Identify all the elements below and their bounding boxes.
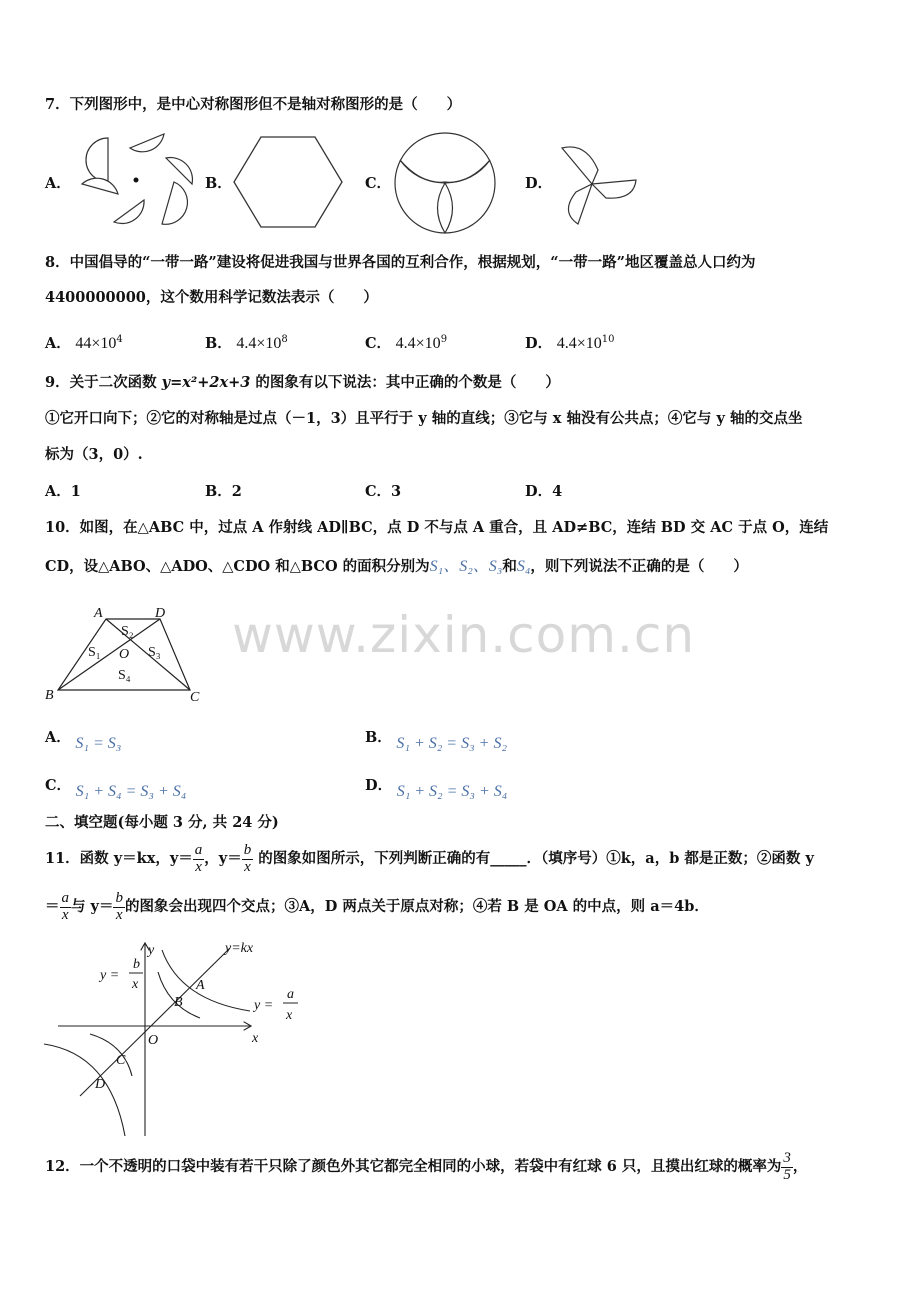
q10-line1: 10．如图，在△ABC 中，过点 A 作射线 AD∥BC，点 D 不与点 A 重合，且 AD≠BC，连结 BD 交 AC 于点 O，连结 [45,519,829,536]
q9-option-c-label: C． [365,483,392,500]
q9-stem [45,376,560,391]
label-s3: S₃ [148,645,161,660]
q10-option-c [45,777,187,800]
q11-line2 [45,888,709,926]
q8-option-a-label: A． [45,334,71,352]
label-c: C [190,690,200,705]
graph-point-a: A [196,978,205,993]
label-a: A [94,606,103,621]
section-title: 二、填空题(每小题 3 分, 共 24 分) [45,814,279,831]
q10-option-c-expr: S₁ + S₄ = S₃ + S₄ [75,783,187,800]
q9-option-b-label: B． [205,483,232,500]
q11-frac1-den: x [195,858,202,875]
label-b: B [45,688,54,703]
graph-b-den: x [132,977,139,992]
q11-frac4 [113,891,125,924]
label-s4: S₄ [118,668,131,683]
q7-stem: 7．下列图形中，是中心对称图形但不是轴对称图形的是（ ） [45,96,462,113]
graph-point-c: C [116,1053,126,1068]
q11-frac3 [60,891,72,924]
circle-arcs-figure [392,130,498,236]
q10-option-d-label: D． [365,777,393,794]
graph-origin: O [148,1033,159,1048]
q9-option-b [205,485,242,500]
graph-a-fn: y = [254,998,274,1013]
q10-area-s4: S₄ [516,558,531,575]
q7-option-a-label: A． [45,175,71,192]
q7-option-d-label: D． [525,175,553,192]
q8-option-a-exp: 4 [116,334,123,345]
q11-pre: 11．函数 y＝kx，y＝ [45,850,193,867]
function-graph [40,936,320,1141]
graph-kx-label: y=kx [225,941,254,956]
q9-line3: 标为（3，0）. [45,446,143,463]
graph-b-num: b [133,957,140,972]
q8-option-a [45,335,123,352]
q10-option-a [45,729,122,752]
q8-option-b-label: B． [205,334,232,352]
q10-option-a-expr: S₁ = S₃ [75,735,122,752]
q10-option-a-label: A． [45,729,71,746]
q10-option-b-expr: S₁ + S₂ = S₃ + S₂ [396,735,508,752]
q11-mid: ，y＝ [204,850,242,867]
q10-option-c-label: C． [45,777,72,794]
q11-frac1-num: a [194,841,203,858]
hexagon-figure [232,135,346,231]
q8-option-c-label: C． [365,334,392,352]
q12-tail: ， [792,1158,808,1175]
q10-option-d [365,777,508,800]
q11-frac3-den: x [61,906,69,923]
q11-frac2-num: b [243,841,252,858]
q11-line2-post: 的图象会出现四个交点；③A，D 两点关于原点对称；④若 B 是 OA 的中点，则 a＝4b． [124,898,709,915]
q10-and: 和 [502,558,517,575]
q10-areas: S₁、S₂、S₃ [429,558,503,575]
q8-option-b [205,335,288,352]
q12-text: 12．一个不透明的口袋中装有若干只除了颜色外其它都完全相同的小球，若袋中有红球 6 只，且摸出红球的概率为 [45,1158,782,1175]
q11-line1 [45,840,814,878]
q10-line2-pre: CD，设△ABO、△ADO、△CDO 和△BCO 的面积分别为 [45,558,430,575]
q9-stem-pre: 9．关于二次函数 [45,374,162,391]
pinwheel-figure [78,128,198,228]
q8-option-b-exp: 8 [281,334,288,345]
q10-option-b-label: B． [365,729,392,746]
q9-option-b-value: 2 [231,483,242,500]
graph-point-b: B [174,995,183,1010]
q10-line2 [45,559,748,575]
q10-option-b [365,729,508,752]
q8-line1: 8．中国倡导的“一带一路”建设将促进我国与世界各国的互利合作，根据规划，“一带一路”地区覆盖总人口约为 [45,254,756,271]
q8-option-c-exp: 9 [440,334,448,345]
graph-b-fn: y = [100,968,120,983]
q10-line2-post: ，则下列说法不正确的是（ ） [530,558,748,575]
q9-option-a [45,485,81,500]
q8-option-d-base: 4.4×10 [556,334,602,352]
q8-option-d-exp: 10 [601,334,615,345]
q9-option-d-label: D． [525,483,553,500]
q11-frac4-num: b [115,889,123,906]
graph-a-num: a [287,987,294,1002]
q7-option-c-label: C． [365,175,392,192]
label-d: D [155,606,166,621]
q11-frac4-den: x [115,906,123,923]
q9-stem-post: 的图象有以下说法：其中正确的个数是（ ） [250,374,560,391]
q11-frac3-num: a [61,889,69,906]
graph-point-d: D [95,1077,106,1092]
q9-option-c [365,485,401,500]
graph-a-den: x [286,1008,293,1023]
q8-option-d-label: D． [525,334,553,352]
q8-option-c [365,335,447,352]
q12-frac [781,1151,793,1184]
q11-line2-mid: 与 y＝ [71,898,114,915]
q7-option-b-label: B． [205,175,232,192]
q8-option-c-base: 4.4×10 [395,334,441,352]
q8-option-a-base: 44×10 [75,334,117,352]
graph-x-axis: x [252,1031,259,1046]
q9-option-d [525,485,562,500]
watermark: www.zixin.com.cn [232,606,696,664]
label-s2: S₂ [121,624,134,639]
q12-frac-den: 5 [783,1166,791,1183]
q9-formula: y=x²+2x+3 [161,374,251,391]
q9-option-d-value: 4 [552,483,563,500]
q11-line2-pre: ＝ [45,898,60,915]
q11-frac1 [193,843,205,876]
q8-option-b-base: 4.4×10 [236,334,282,352]
q12-frac-num: 3 [783,1149,791,1166]
q9-option-c-value: 3 [391,483,402,500]
q11-post: 的图象如图所示，下列判断正确的有_____．（填序号）①k，a，b 都是正数；②函数 y [253,850,814,867]
trapezoid-figure [40,600,210,710]
q12-line [45,1148,807,1186]
q11-frac2-den: x [244,858,251,875]
q11-frac2 [242,843,254,876]
label-o: O [119,647,130,662]
q9-option-a-label: A． [45,483,71,500]
q8-option-d [525,335,614,352]
q9-option-a-value: 1 [70,483,81,500]
q8-line2: 4400000000，这个数用科学记数法表示（ ） [45,289,378,306]
q9-line2: ①它开口向下；②它的对称轴是过点（－1，3）且平行于 y 轴的直线；③它与 x 轴没有公共点；④它与 y 轴的交点坐 [45,410,803,427]
label-s1: S₁ [88,645,101,660]
q10-option-d-expr: S₁ + S₂ = S₃ + S₄ [396,783,508,800]
graph-y-axis: y [148,943,155,958]
three-blade-figure [558,140,640,230]
